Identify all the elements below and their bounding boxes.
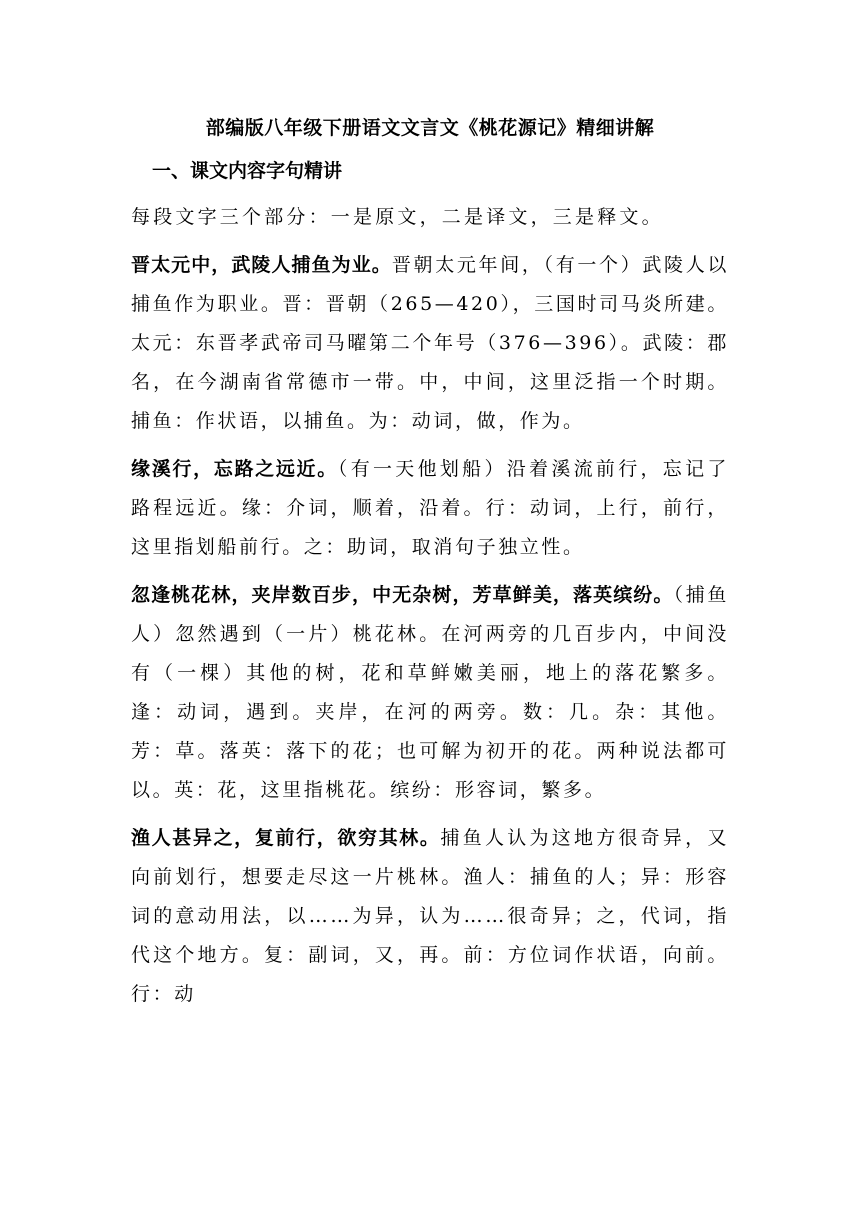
explanation-text: 捕鱼人认为这地方很奇异，又向前划行，想要走尽这一片桃林。渔人：捕鱼的人；异：形容词的意动用法，以……为异，认为……很奇异；之，代词，指代这个地方。复：副词，又，再。前：方位词作状语，向前。行：动 bbox=[131, 827, 729, 1005]
original-text: 渔人甚异之，复前行，欲穷其林。 bbox=[131, 827, 441, 849]
explanation-text: 晋朝太元年间，（有一个）武陵人以捕鱼作为职业。晋：晋朝（265—420），三国时司马炎所建。太元：东晋孝武帝司马曜第二个年号（376—396）。武陵：郡名，在今湖南省常德市一带。中，中间，这里泛指一个时期。捕鱼：作状语，以捕鱼。为：动词，做，作为。 bbox=[131, 254, 729, 432]
paragraph-4 bbox=[131, 819, 729, 1014]
original-text: 晋太元中，武陵人捕鱼为业。 bbox=[131, 254, 392, 276]
paragraph-3 bbox=[131, 576, 729, 810]
intro-paragraph: 每段文字三个部分：一是原文，二是译文，三是释文。 bbox=[131, 206, 664, 228]
paragraph-2 bbox=[131, 450, 729, 567]
document-title: 部编版八年级下册语文文言文《桃花源记》精细讲解 bbox=[205, 117, 655, 139]
explanation-text: （捕鱼人）忽然遇到（一片）桃花林。在河两旁的几百步内，中间没有（一棵）其他的树，花和草鲜嫩美丽，地上的落花繁多。逢：动词，遇到。夹岸，在河的两旁。数：几。杂：其他。芳：草。落英：落下的花；也可解为初开的花。两种说法都可以。英：花，这里指桃花。缤纷：形容词，繁多。 bbox=[131, 584, 729, 801]
original-text: 忽逢桃花林，夹岸数百步，中无杂树，芳草鲜美，落英缤纷。 bbox=[131, 584, 674, 606]
explanation-text: （有一天他划船）沿着溪流前行，忘记了路程远近。缘：介词，顺着，沿着。行：动词，上行，前行，这里指划船前行。之：助词，取消句子独立性。 bbox=[131, 458, 729, 558]
document-body bbox=[131, 198, 729, 1023]
section-heading: 一、课文内容字句精讲 bbox=[152, 160, 343, 182]
paragraph-1 bbox=[131, 246, 729, 441]
original-text: 缘溪行，忘路之远近。 bbox=[131, 458, 338, 480]
